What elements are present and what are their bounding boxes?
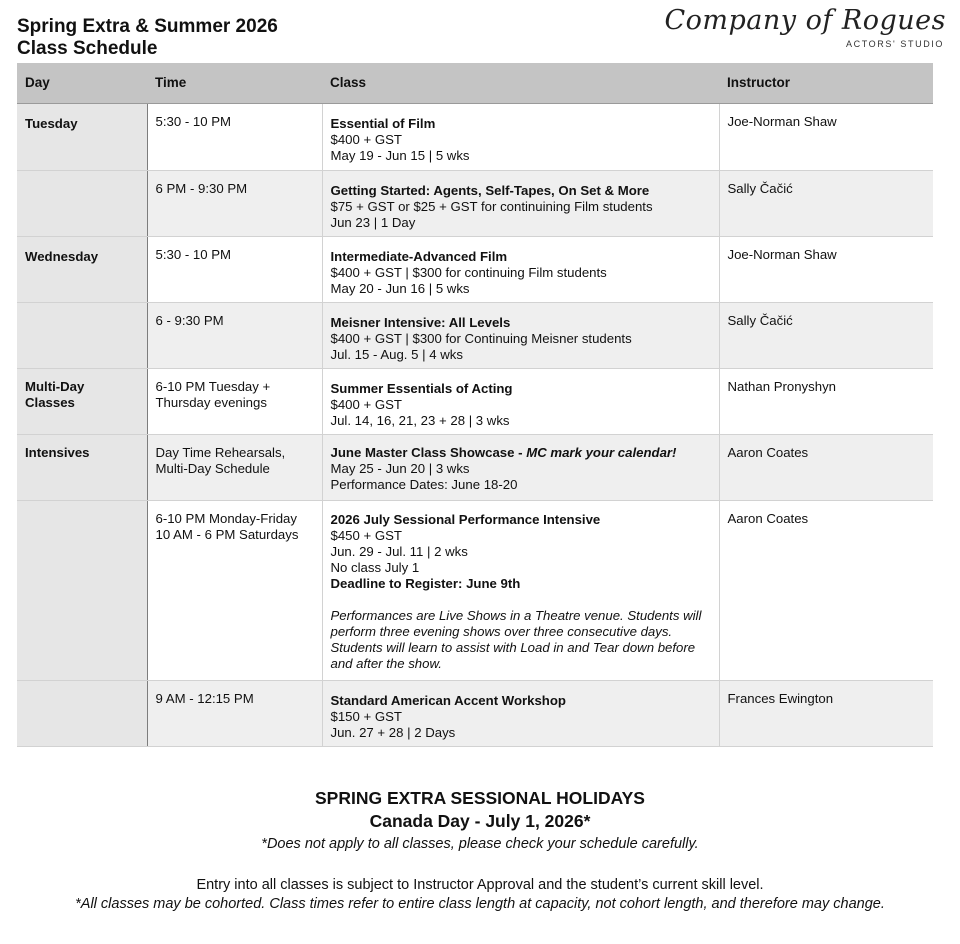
- entry-note: Entry into all classes is subject to Instructor Approval and the student’s current skill level.: [196, 877, 764, 893]
- class-price: $400 + GST | $300 for Continuing Meisner students: [330, 331, 632, 346]
- table-row: [17, 171, 933, 237]
- instructor-cell: Sally Čačić: [719, 171, 933, 237]
- instructor-cell: Frances Ewington: [719, 681, 933, 747]
- day-cell: [17, 171, 147, 237]
- table-row: [17, 237, 933, 303]
- title-line-1: Spring Extra & Summer 2026: [17, 16, 278, 37]
- class-price: $75 + GST or $25 + GST for continuining Film students: [330, 199, 653, 214]
- day-cell: Tuesday: [17, 104, 147, 171]
- time-cell: [147, 171, 322, 237]
- day-cell: [17, 681, 147, 747]
- class-title: Meisner Intensive: All Levels: [330, 315, 511, 330]
- class-price: $400 + GST: [330, 397, 402, 412]
- class-cell: [322, 104, 719, 171]
- column-header-time: Time: [147, 63, 322, 104]
- table-row: [17, 104, 933, 171]
- instructor-cell: Aaron Coates: [719, 435, 933, 501]
- table-row: [17, 681, 933, 747]
- spacer: [331, 592, 711, 608]
- day-cell: [17, 369, 147, 435]
- class-cell: [322, 435, 719, 501]
- logo-subtitle: ACTORS' STUDIO: [846, 39, 944, 49]
- time-cell: [147, 104, 322, 171]
- instructor-cell: Aaron Coates: [719, 501, 933, 681]
- class-dates: Jul. 14, 16, 21, 23 + 28 | 3 wks: [330, 413, 510, 428]
- class-dates: Jun. 29 - Jul. 11 | 2 wks: [330, 544, 468, 559]
- time-line: 9 AM - 12:15 PM: [155, 691, 254, 706]
- class-title: Getting Started: Agents, Self-Tapes, On Set & More: [330, 183, 650, 198]
- time-line: 6 PM - 9:30 PM: [155, 181, 248, 196]
- time-line: 6-10 PM Monday-Friday: [155, 511, 297, 526]
- holiday-date: Canada Day - July 1, 2026*: [369, 811, 591, 831]
- class-cell: [322, 369, 719, 435]
- class-title: Intermediate-Advanced Film: [330, 249, 508, 264]
- class-title-wrap: [331, 445, 711, 461]
- class-title: Standard American Accent Workshop: [330, 693, 566, 708]
- time-cell: [147, 237, 322, 303]
- class-dates: May 25 - Jun 20 | 3 wks: [330, 461, 470, 476]
- time-line: 5:30 - 10 PM: [155, 114, 231, 129]
- time-line: 6-10 PM Tuesday +: [155, 379, 271, 394]
- day-cell: [17, 501, 147, 681]
- class-dates: Jul. 15 - Aug. 5 | 4 wks: [330, 347, 463, 362]
- table-row: [17, 501, 933, 681]
- class-price: $150 + GST: [330, 709, 402, 724]
- table-row: [17, 369, 933, 435]
- time-cell: [147, 435, 322, 501]
- day-label-line: Classes: [25, 395, 75, 410]
- class-cell: [322, 171, 719, 237]
- day-cell: [17, 303, 147, 369]
- holiday-note: *Does not apply to all classes, please check your schedule carefully.: [261, 836, 699, 852]
- class-no-class-note: No class July 1: [330, 560, 420, 575]
- class-cell: [322, 501, 719, 681]
- instructor-cell: Joe-Norman Shaw: [719, 237, 933, 303]
- class-title: 2026 July Sessional Performance Intensive: [330, 512, 601, 527]
- class-title: Essential of Film: [330, 116, 436, 131]
- class-title: Summer Essentials of Acting: [330, 381, 513, 396]
- class-dates: Jun 23 | 1 Day: [330, 215, 416, 230]
- class-price: $400 + GST: [330, 132, 402, 147]
- class-cell: [322, 237, 719, 303]
- logo-wordmark: Company of Rogues: [664, 5, 946, 36]
- time-line: 10 AM - 6 PM Saturdays: [155, 527, 299, 542]
- time-cell: [147, 303, 322, 369]
- time-line: Day Time Rehearsals,: [155, 445, 286, 460]
- column-header-day: Day: [17, 63, 147, 104]
- time-cell: [147, 501, 322, 681]
- page-title: [17, 16, 278, 60]
- class-description: Performances are Live Shows in a Theatre venue. Students will perform three evening shows over three consecutive days. Students will learn to assist with Load in and Tear down before and after the show.: [330, 608, 702, 671]
- day-cell: Intensives: [17, 435, 147, 501]
- time-line: Thursday evenings: [155, 395, 267, 410]
- title-line-2: Class Schedule: [17, 38, 158, 59]
- table-header-row: [17, 63, 933, 104]
- instructor-cell: Joe-Norman Shaw: [719, 104, 933, 171]
- time-line: 5:30 - 10 PM: [155, 247, 231, 262]
- class-title-emphasis: MC mark your calendar!: [526, 445, 677, 460]
- day-cell: Wednesday: [17, 237, 147, 303]
- class-cell: [322, 681, 719, 747]
- class-price: $450 + GST: [330, 528, 402, 543]
- time-cell: [147, 681, 322, 747]
- class-deadline: Deadline to Register: June 9th: [330, 576, 521, 591]
- instructor-cell: Nathan Pronyshyn: [719, 369, 933, 435]
- time-line: 6 - 9:30 PM: [155, 313, 224, 328]
- class-dates: Jun. 27 + 28 | 2 Days: [330, 725, 456, 740]
- class-performance-dates: Performance Dates: June 18-20: [330, 477, 518, 492]
- instructor-cell: Sally Čačić: [719, 303, 933, 369]
- class-title: June Master Class Showcase -: [330, 445, 527, 460]
- table-row: [17, 435, 933, 501]
- schedule-table: [17, 63, 933, 747]
- table-row: [17, 303, 933, 369]
- time-line: Multi-Day Schedule: [155, 461, 270, 476]
- holidays-heading: SPRING EXTRA SESSIONAL HOLIDAYS: [315, 788, 645, 808]
- class-price: $400 + GST | $300 for continuing Film students: [330, 265, 607, 280]
- cohort-note: *All classes may be cohorted. Class times refer to entire class length at capacity, not cohort length, and therefore may change.: [75, 896, 885, 912]
- day-label-line: Multi-Day: [25, 379, 85, 394]
- company-logo: [664, 4, 946, 49]
- time-cell: [147, 369, 322, 435]
- class-dates: May 20 - Jun 16 | 5 wks: [330, 281, 470, 296]
- class-cell: [322, 303, 719, 369]
- column-header-instructor: Instructor: [719, 63, 933, 104]
- column-header-class: Class: [322, 63, 719, 104]
- class-dates: May 19 - Jun 15 | 5 wks: [330, 148, 470, 163]
